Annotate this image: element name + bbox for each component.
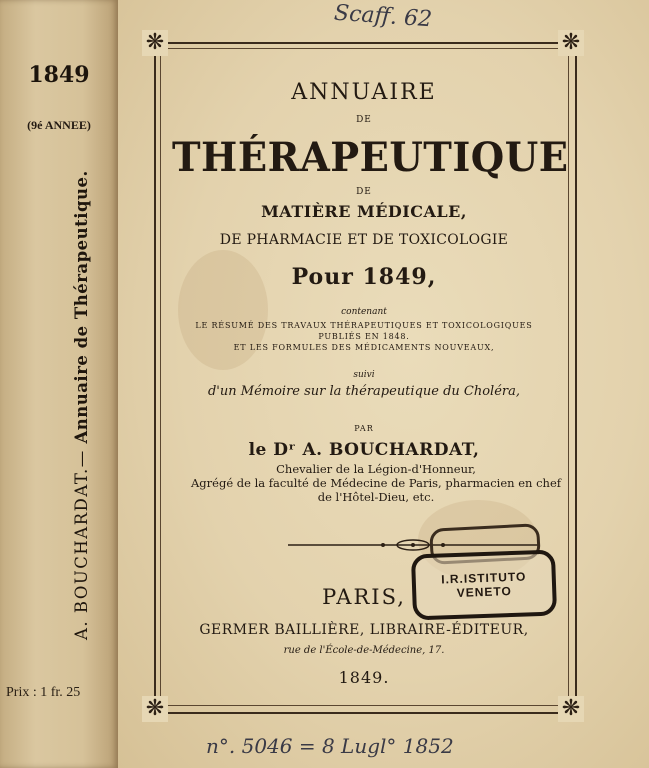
summary-line: ET LES FORMULES DES MÉDICAMENTS NOUVEAUX, xyxy=(233,343,495,352)
credit-line: de l'Hôtel-Dieu, etc. xyxy=(317,490,435,504)
spine-title-main: Annuaire de Thérapeutique. xyxy=(72,170,91,444)
author-credits xyxy=(174,462,578,504)
spine-price: Prix : 1 fr. 25 xyxy=(6,685,81,700)
contents-summary xyxy=(164,320,564,353)
book-cover xyxy=(118,0,649,768)
label-suivi: suivi xyxy=(353,370,375,380)
corner-ornament-icon: ❋ xyxy=(558,30,584,56)
subtitle-de: DE xyxy=(356,187,372,197)
title-de: DE xyxy=(356,115,372,125)
author-name: le Dʳ A. BOUCHARDAT, xyxy=(248,440,480,460)
credit-line: Agrégé de la faculté de Médecine de Paris, pharmacien en chef xyxy=(190,476,562,490)
spine-edition: (9é ANNEE) xyxy=(27,118,91,132)
spine-title-author: A. BOUCHARDAT.— xyxy=(72,449,91,640)
label-par: PAR xyxy=(354,424,374,433)
publication-year: 1849. xyxy=(338,668,390,687)
spine-year: 1849 xyxy=(28,62,90,88)
handwritten-accession-note: n°. 5046 = 8 Lugl° 1852 xyxy=(206,734,454,758)
title-annuaire: ANNUAIRE xyxy=(291,80,437,105)
credit-line: Chevalier de la Légion-d'Honneur, xyxy=(276,462,476,476)
stamp-line: I.R.ISTITUTO xyxy=(440,569,527,587)
subtitle-matiere: MATIÈRE MÉDICALE, xyxy=(261,202,467,221)
subtitle-year: Pour 1849, xyxy=(291,264,437,290)
memoire-title: d'un Mémoire sur la thérapeutique du Choléra, xyxy=(207,384,521,399)
spine-title xyxy=(72,170,91,640)
handwritten-shelfmark: Scaff. 62 xyxy=(333,0,433,33)
label-contenant: contenant xyxy=(341,307,387,317)
summary-line: LE RÉSUMÉ DES TRAVAUX THÉRAPEUTIQUES ET TOXICOLOGIQUES xyxy=(195,321,533,330)
summary-line: PUBLIÉS EN 1848. xyxy=(318,332,410,341)
publisher-name: GERMER BAILLIÈRE, LIBRAIRE-ÉDITEUR, xyxy=(199,622,529,638)
publisher-address: rue de l'École-de-Médecine, 17. xyxy=(283,645,445,656)
corner-ornament-icon: ❋ xyxy=(142,696,168,722)
corner-ornament-icon: ❋ xyxy=(558,696,584,722)
publisher-city: PARIS, xyxy=(322,585,406,609)
title-therapeutique: THÉRAPEUTIQUE xyxy=(172,134,569,181)
subtitle-pharmacie: DE PHARMACIE ET DE TOXICOLOGIE xyxy=(219,232,509,248)
corner-ornament-icon: ❋ xyxy=(142,30,168,56)
book-spine xyxy=(0,0,118,768)
stamp-line: VENETO xyxy=(456,584,513,600)
